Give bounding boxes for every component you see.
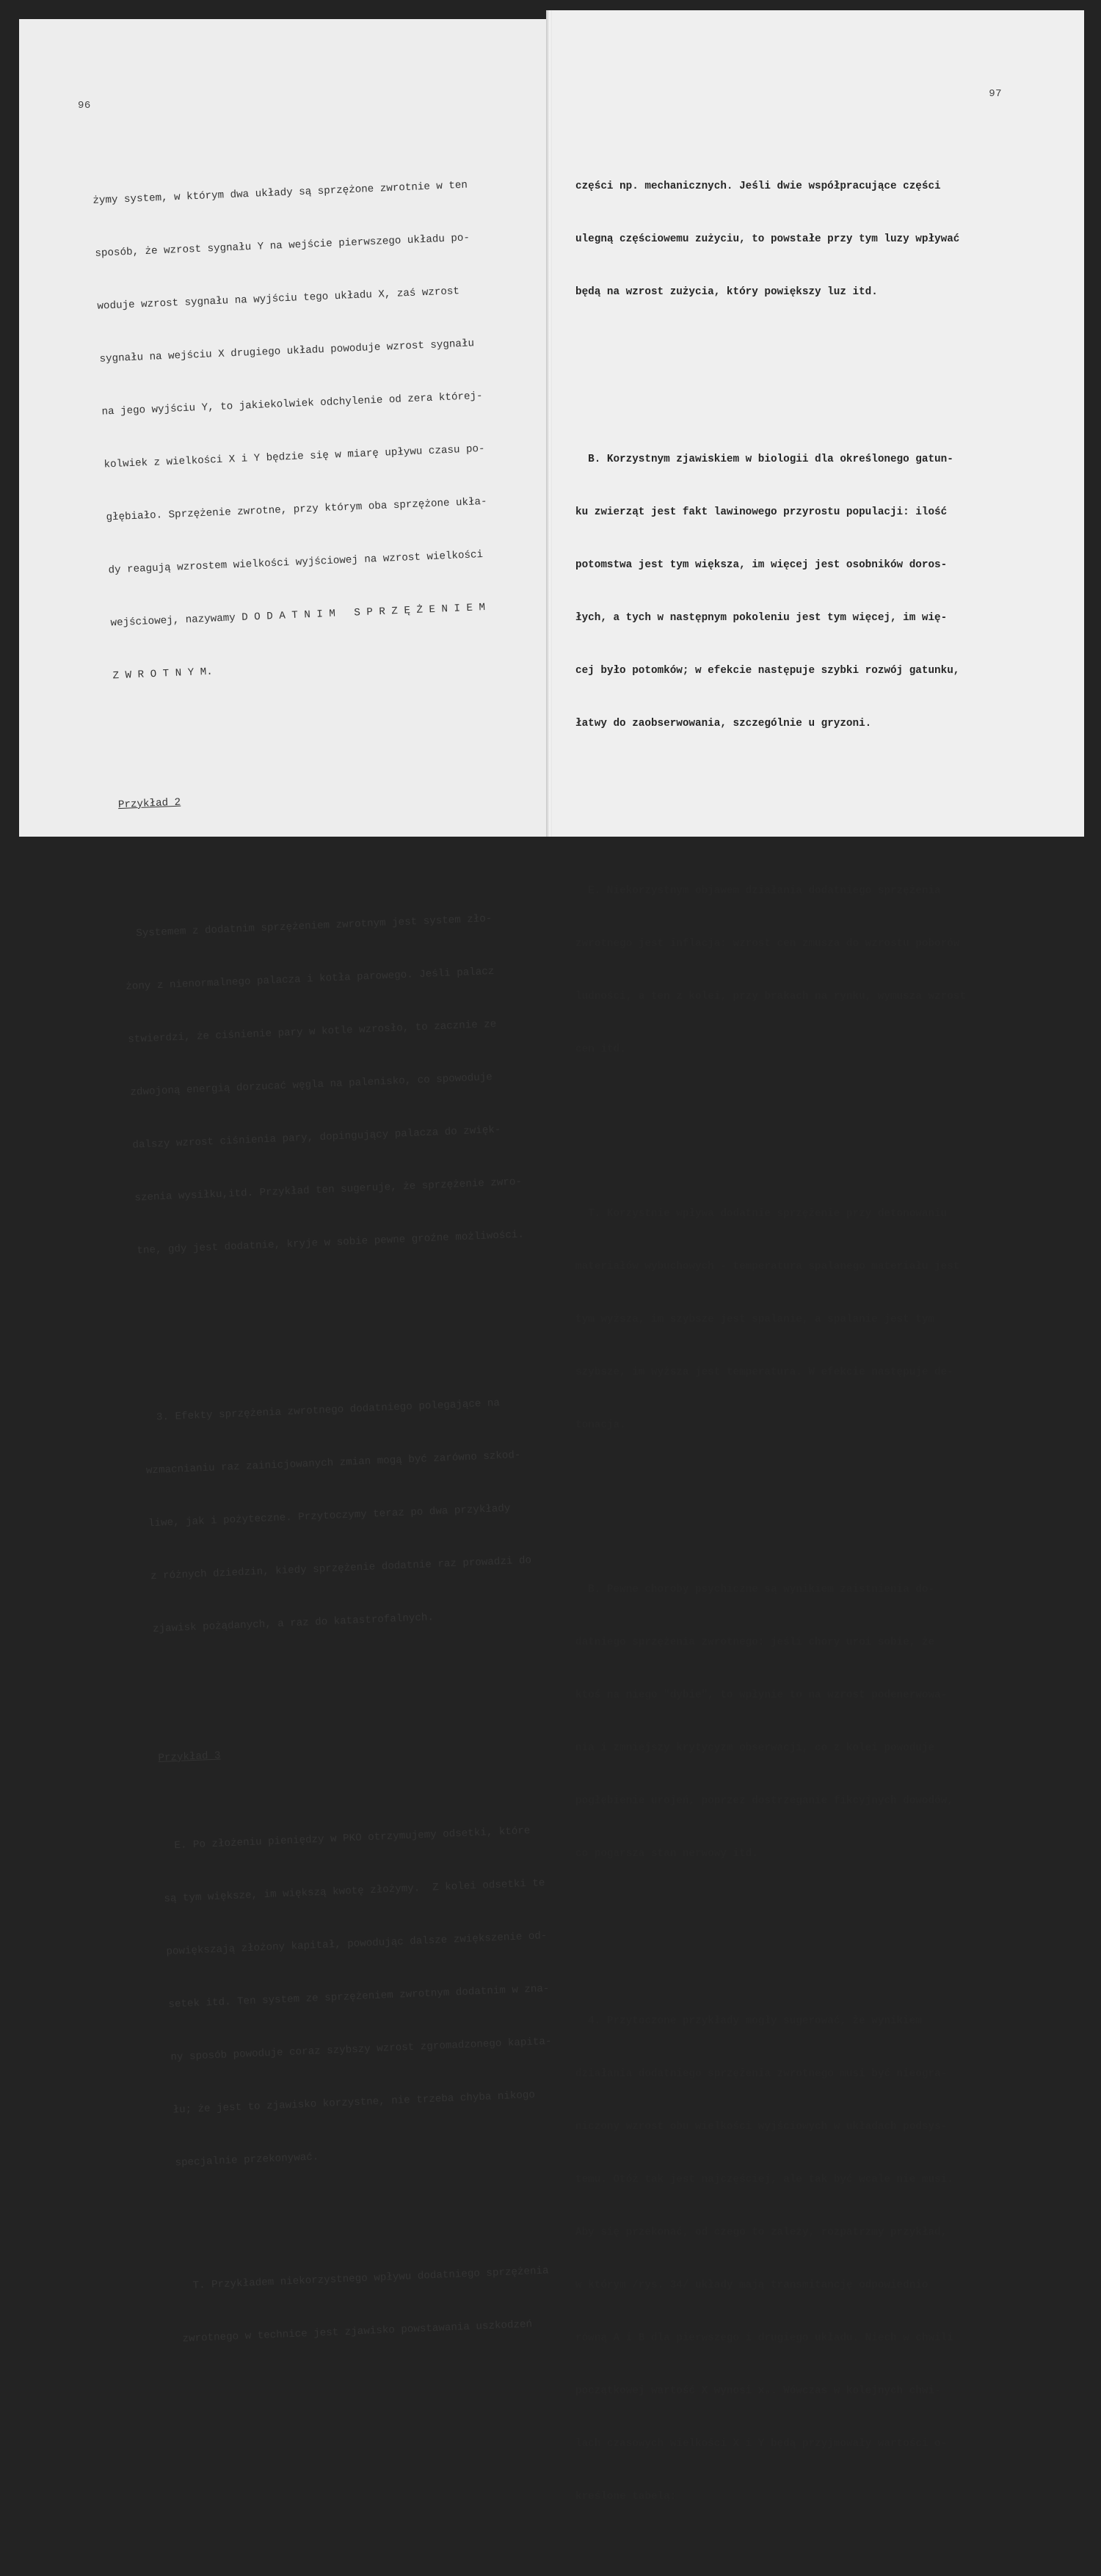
right-page-text — [575, 107, 1045, 2576]
text-line: ku zwierząt jest fakt lawinowego przyrostu populacji: ilość — [575, 506, 948, 518]
text-line: ludności, a ten z kolei, przy brakach na rynku, wymusza wzrost — [575, 991, 966, 1003]
text-line: nia i zmniejszy krytycyzm obserwacji, co z kolei powoduje — [575, 1742, 935, 1754]
text-line: cen itd. — [575, 1044, 626, 1055]
text-line: zwrotnego w technice jest zjawisko powstawania uszkodzeń — [182, 2318, 533, 2346]
text-line: B. Korzystnym zjawiskiem w biologii dla określonego gatun- — [575, 454, 953, 465]
text-line: Aby się przekonać, od czego to zależy, rozpatrzmy przykład, — [575, 2227, 948, 2238]
paragraph — [91, 139, 555, 720]
text-line: początkowej wartość X wynosi x₀. Wówczas w kolejnych chwi- — [575, 2385, 941, 2397]
text-line: tonacja. — [575, 1419, 626, 1431]
text-line: woduje wzrost sygnału na wyjściu tego układu X, zaś wzrost — [97, 285, 460, 313]
text-line: w którym /rys. 34/ układy mają transmitancję odpowiednio — [575, 2280, 929, 2291]
text-line: E. Niekorzystnym objawem działania dodatniego sprzężenia — [575, 885, 941, 897]
text-line: tym wyższa, im szybsze jest spalanie, a spalanie jest tym — [575, 1314, 935, 1325]
text-line: dy reagują wzrostem wielkości wyjściowej na wzrost wielkości — [108, 549, 484, 577]
text-line: żymy system, w którym dwa układy są sprzężone zwrotnie w ten — [92, 179, 468, 207]
text-line: powiększają złożony kapitał, powodując dalsze zwiększenie od- — [166, 1930, 548, 1958]
text-line: łych, a tych w następnym pokoleniu jest tym więcej, im wię- — [575, 612, 948, 624]
paragraph — [122, 872, 579, 1295]
text-line: szenia wysiłku,itd. Przykład ten sugeruje, że sprzężenie zwro- — [134, 1176, 523, 1204]
right-page — [549, 10, 1084, 2503]
text-line: ktoś na niego "dybie", to wpłynie to na wzrost podenerwowa- — [575, 1689, 948, 1701]
text-line: sposób, że wzrost sygnału Y na wejście pierwszego układu po- — [95, 232, 470, 260]
text-line: pogłębienie urojeń, poprzez dostrzeganie fikcyjnych dowodów, — [575, 1795, 953, 1807]
text-line: B. Pewne choroby psychiczne są wynikiem zaistnienia do- — [575, 1584, 935, 1596]
text-line: z różnych dziedzin, kiedy sprzężenie dodatnie raz prowadzi do — [150, 1554, 532, 1583]
paragraph — [575, 142, 1045, 336]
text-line: setek itd. Ten system ze sprzężeniem zwrotnym dodatnim w zna- — [168, 1983, 550, 2011]
text-line: cej było potomków; w efekcie następuje szybki rozwój gatunku, — [575, 665, 960, 677]
text-line: kreślone tabelą: — [575, 2491, 677, 2503]
text-line: lach czasowych wielkości X i Y będą przyjmowały wartości o- — [575, 2438, 948, 2450]
text-line: co pogarsza stan nerwowy itd. — [575, 1848, 758, 1860]
text-line: Systemem z dodatnim sprzężeniem zwrotnym jest system zło- — [123, 912, 493, 941]
text-line: zwrotnego jest inflacja: wzrost cen zmusza do wzrostu poborów — [575, 938, 960, 950]
text-line: równą A i B dla pierwszego i drugiego układu. Niech w chwili — [575, 2332, 953, 2344]
text-line: E. Po złożeniu pieniędzy w PKO otrzymujemy odsetki, które — [161, 1824, 531, 1852]
paragraph — [575, 847, 1045, 1094]
text-line: potomstwa jest tym większa, im więcej jest osobników doros- — [575, 559, 948, 571]
text-line: Z W R O T N Y M. — [112, 666, 214, 683]
left-page — [19, 19, 552, 2346]
text-line: wzmacnianiu raz zainicjowanych zmian mogą być zarówno szkod- — [145, 1449, 521, 1477]
text-line: liwe, jak i pożyteczne. Przytoczymy teraz po dwa przykłady — [148, 1502, 511, 1530]
text-line: zjawisk pożądanych, a raz do katastrofalnych. — [152, 1612, 435, 1636]
page-number-right: 97 — [989, 88, 1002, 100]
book-spine — [546, 10, 552, 837]
text-line: łu; że jest to zjawisko korzystne, nie trzeba chyba nikogo — [172, 2089, 536, 2117]
page-number-left: 96 — [78, 100, 91, 112]
text-line: wejściowej, nazywamy D O D A T N I M S P R Z Ę Ż E N I E M — [110, 602, 486, 630]
text-line: materiałów wybuchowych - temperatura spalanego materiału jest — [575, 1261, 960, 1273]
text-line: temu. Otóż tak jest najczęściej, ale tak być wcale nie musi. — [575, 2174, 953, 2186]
text-line: dalszy wzrost ciśnienia pary, dopingujący palacza do zwięk- — [132, 1124, 501, 1151]
section-heading: Przykład 2 — [117, 796, 181, 812]
text-line: działania dodatniego sprzężenia zwrotnego musi być nieogra- — [575, 2068, 948, 2080]
text-line: tne, gdy jest dodatnie, kryje w sobie pewne groźne możliwości. — [137, 1229, 525, 1257]
text-line: sygnału na wejściu X drugiego układu powoduje wzrost sygnału — [99, 338, 475, 365]
text-line: zdwojoną energią dorzucać węgla na palenisko, co spowoduje — [130, 1071, 493, 1099]
text-line: będą na wzrost zużycia, który powiększy luz itd. — [575, 286, 878, 298]
text-line: ulegną częściowemu zużyciu, to powstałe przy tym luzy wpływać — [575, 233, 960, 245]
paragraph — [575, 1170, 1045, 1469]
paragraph — [575, 1977, 1045, 2541]
paragraph — [160, 1784, 617, 2208]
text-line: specjalnie przekonywać. — [175, 2151, 319, 2169]
paragraph — [178, 2224, 625, 2383]
text-line: stwierdzi, że ciśnienie pary w kotle wzrosło, to zacznie ze — [128, 1018, 497, 1046]
text-line: na jego wyjściu Y, to jakiekolwiek odchylenie od zera której- — [101, 390, 483, 418]
text-line: kolwiek z wielkości X i Y będzie się w miarę upływu czasu po- — [103, 443, 485, 471]
text-line: datniego sprzężenia zwrotnego: jeśli chory uroi sobie, że — [575, 1637, 935, 1648]
text-line: niczony wzrost obu wielkości wyjściowych w układach podsys- — [575, 2121, 948, 2133]
paragraph — [575, 1546, 1045, 1898]
paragraph — [575, 415, 1045, 768]
text-line: szybsze, im wyższa jest temperatura. W efekcie następuje de- — [575, 1367, 953, 1378]
text-line: 3. Efekty sprzężenia zwrotnego dodatniego polegające na — [143, 1397, 501, 1425]
text-line: głębiało. Sprzężenie zwrotne, przy którym oba sprzężone ukła- — [106, 495, 487, 524]
section-heading: Przykład 3 — [158, 1750, 221, 1765]
paragraph — [142, 1356, 595, 1673]
text-line: żony z nienormalnego palacza i kotła parowego. Jeśli palacz — [126, 965, 495, 993]
text-line: T. Korzystnie wpływa dodatnie sprzężenie przy detonowaniu — [575, 1208, 948, 1220]
text-line: łatwy do zaobserwowania, szczególnie u gryzoni. — [575, 718, 872, 729]
text-line: T. Przykładem niekorzystnego wpływu dodatniego sprzężenia — [180, 2265, 549, 2293]
text-line: ny sposób powoduje coraz szybszy wzrost zgromadzonego kapita- — [170, 2035, 552, 2064]
text-line: części np. mechanicznych. Jeśli dwie współpracujące części — [575, 181, 941, 192]
text-line: są tym większe, im większą kwotę złożymy. Z kolei odsetki te — [164, 1877, 545, 1905]
text-line: 4. Przytoczone przykłady mogły sugerować, że wynikiem — [575, 2015, 922, 2027]
